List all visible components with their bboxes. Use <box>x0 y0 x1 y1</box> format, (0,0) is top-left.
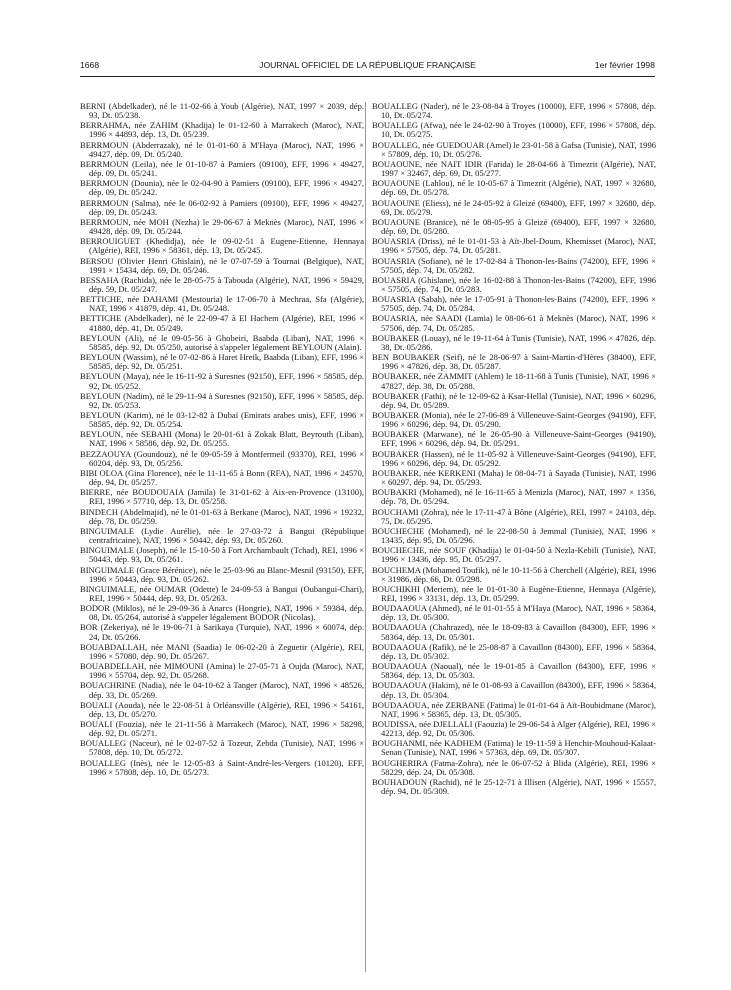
page-number: 1668 <box>80 60 100 70</box>
register-entry: BEYLOUN (Nadim), né le 29-11-94 à Suresnes (92150), EFF, 1996 × 58585, dép. 92, Dt. 05/253. <box>80 390 364 410</box>
register-entry: BEZZAOUYA (Goundouz), né le 09-05-59 à Montfermeil (93370), REI, 1996 × 60204, dép. 93, Dt. 05/256. <box>80 448 364 468</box>
register-entry: BOUCHIKHI (Meriem), née le 01-01-30 à Eugène-Etienne, Hennaya (Algérie), REI, 1996 × 33131, dép. 13, Dt. 05/299. <box>372 583 656 603</box>
register-entry: BODOR (Miklos), né le 29-09-36 à Anarcs (Hongrie), NAT, 1996 × 59384, dép. 08, Dt. 05/264, autorisé à s'appeler légalement BODOR (Nicolas). <box>80 603 364 623</box>
register-entry: BOUAOUNE (Lahlou), né le 10-05-67 à Timezrit (Algérie), NAT, 1997 × 32680, dép. 69, Dt. 05/278. <box>372 178 656 198</box>
register-entry: BOUASRIA (Sabah), née le 17-05-91 à Thonon-les-Bains (74200), EFF, 1996 × 57505, dép. 74, Dt. 05/284. <box>372 294 656 314</box>
register-entry: BINGUIMALE (Joseph), né le 15-10-50 à Fort Archambault (Tchad), REI, 1996 × 50443, dép. 93, Dt. 05/261. <box>80 545 364 565</box>
register-entry: BOUDAAOUA, née ZERBANE (Fatima) le 01-01-64 à Aït-Boubidmane (Maroc), NAT, 1996 × 58365, dép. 13, Dt. 05/305. <box>372 699 656 719</box>
journal-title: JOURNAL OFFICIEL DE LA RÉPUBLIQUE FRANÇAISE <box>259 60 476 70</box>
register-entry: BERRMOUN (Leila), née le 01-10-87 à Pamiers (09100), EFF, 1996 × 49427, dép. 09, Dt. 05/241. <box>80 158 364 179</box>
register-entry: BERRMOUN (Salma), née le 06-02-92 à Pamiers (09100), EFF, 1996 × 49427, dép. 09, Dt. 05/243. <box>80 197 364 217</box>
column-divider <box>365 102 366 972</box>
register-entry: BINGUIMALE, née OUMAR (Odette) le 24-09-53 à Bangui (Oubangui-Chari), REI, 1996 × 50444, dép. 93, Dt. 05/263. <box>80 583 364 603</box>
register-entry: BOUDAAOUA (Ahmed), né le 01-01-55 à M'Haya (Maroc), NAT, 1996 × 58364, dép. 13, Dt. 05/300. <box>372 603 656 623</box>
register-entry: BOUBAKER, née KERKENI (Maha) le 08-04-71 à Sayada (Tunisie), NAT, 1996 × 60297, dép. 94, Dt. 05/293. <box>372 467 656 488</box>
register-entry: BEYLOUN (Maya), née le 16-11-92 à Suresnes (92150), EFF, 1996 × 58585, dép. 92, Dt. 05/252. <box>80 371 364 391</box>
register-entry: BINGUIMALE (Grace Bérénice), née le 25-03-96 au Blanc-Mesnil (93150), EFF, 1996 × 50443, dép. 93, Dt. 05/262. <box>80 564 364 584</box>
register-entry: BOUBAKER (Louay), né le 19-11-64 à Tunis (Tunisie), NAT, 1996 × 47826, dép. 38, Dt. 05/286. <box>372 332 656 352</box>
register-entry: BEYLOUN, née SEBAHI (Mona) le 20-01-61 à Zokak Blatt, Beyrouth (Liban), NAT, 1996 × 58586, dép. 92, Dt. 05/255. <box>80 429 364 449</box>
register-entry: BOUAOUNE, née NAIT IDIR (Farida) le 28-04-66 à Timezrit (Algérie), NAT, 1997 × 32467, dép. 69, Dt. 05/277. <box>372 158 656 179</box>
register-entry: BOUCHECHE, née SOUF (Khadija) le 01-04-50 à Nezla-Kebili (Tunisie), NAT, 1996 × 13436, dép. 95, Dt. 05/297. <box>372 545 656 565</box>
register-entry: BETTICHE, née DAHAMI (Mestouria) le 17-06-70 à Mechraa, Sfa (Algérie), NAT, 1996 × 41879, dép. 41, Dt. 05/248. <box>80 294 364 314</box>
issue-date: 1er février 1998 <box>594 60 655 70</box>
register-entry: BOUDISSA, née DJELLALI (Faouzia) le 29-06-54 à Alger (Algérie), REI, 1996 × 42213, dép. 92, Dt. 05/306. <box>372 719 656 739</box>
register-entry: BERSOU (Olivier Henri Ghislain), né le 07-07-59 à Tournai (Belgique), NAT, 1991 × 15434, dép. 69, Dt. 05/246. <box>80 255 364 275</box>
register-entry: BOUBAKRI (Mohamed), né le 16-11-65 à Menizla (Maroc), NAT, 1997 × 1356, dép. 78, Dt. 05/294. <box>372 487 656 507</box>
register-entry: BOR (Zekeriya), né le 19-06-71 à Sarikaya (Turquie), NAT, 1996 × 60074, dép. 24, Dt. 05/266. <box>80 622 364 642</box>
register-entry: BOUALLEG (Nader), né le 23-08-84 à Troyes (10000), EFF, 1996 × 57808, dép. 10, Dt. 05/274. <box>372 101 656 121</box>
register-entry: BERRMOUN (Dounia), née le 02-04-90 à Pamiers (09100), EFF, 1996 × 49427, dép. 09, Dt. 05/242. <box>80 178 364 198</box>
register-entry: BIERRE, née BOUDOUAIA (Jamila) le 31-01-62 à Aix-en-Provence (13100), REI, 1996 × 57710, dép. 13, Dt. 05/258. <box>80 487 364 507</box>
right-column <box>372 102 656 797</box>
register-entry: BOUDAAOUA (Hakim), né le 01-08-93 à Cavaillon (84300), EFF, 1996 × 58364, dép. 13, Dt. 05/304. <box>372 680 656 700</box>
register-entry: BOUASRIA (Sofiane), né le 17-02-84 à Thonon-les-Bains (74200), EFF, 1996 × 57505, dép. 74, Dt. 05/282. <box>372 255 656 275</box>
register-entry: BOUABDELLAH, née MIMOUNI (Amina) le 27-05-71 à Oujda (Maroc), NAT, 1996 × 55704, dép. 92, Dt. 05/268. <box>80 661 364 681</box>
register-entry: BOUALI (Aouda), née le 22-08-51 à Orléansville (Algérie), REI, 1996 × 54161, dép. 13, Dt. 05/270. <box>80 699 364 719</box>
header-rule <box>80 76 655 77</box>
register-entry: BEYLOUN (Wassim), né le 07-02-86 à Haret Hreik, Baabda (Liban), EFF, 1996 × 58585, dép. 92, Dt. 05/251. <box>80 352 364 372</box>
register-entry: BOUASRIA (Driss), né le 01-01-53 à Aït-Jbel-Doum, Khemisset (Maroc), NAT, 1996 × 57505, dép. 74, Dt. 05/281. <box>372 236 656 256</box>
register-entry: BOUGHERIRA (Fatma-Zohra), née le 06-07-52 à Blida (Algérie), REI, 1996 × 58229, dép. 24, Dt. 05/308. <box>372 757 656 777</box>
register-entry: BOUALI (Fouzia), née le 21-11-56 à Marrakech (Maroc), NAT, 1996 × 58298, dép. 92, Dt. 05/271. <box>80 719 364 739</box>
register-entry: BOUASRIA, née SAADI (Lamia) le 08-06-61 à Meknès (Maroc), NAT, 1996 × 57506, dép. 74, Dt. 05/285. <box>372 313 656 333</box>
register-entry: BOUBAKER (Marwane), né le 26-05-90 à Villeneuve-Saint-Georges (94190), EFF, 1996 × 60296, dép. 94, Dt. 05/291. <box>372 429 656 449</box>
register-entry: BOUCHECHE (Mohamed), né le 22-08-50 à Jemmal (Tunisie), NAT, 1996 × 13435, dép. 95, Dt. 05/296. <box>372 525 656 546</box>
register-entry: BESSAHA (Rachida), née le 28-05-75 à Tabouda (Algérie), NAT, 1996 × 59429, dép. 59, Dt. 05/247. <box>80 274 364 294</box>
page-header <box>80 60 655 74</box>
register-entry: BOUABDALLAH, née MANI (Saadia) le 06-02-20 à Zeguetir (Algérie), REI, 1996 × 57080, dép. 90, Dt. 05/267. <box>80 641 364 661</box>
register-entry: BINDECH (Abdelmajid), né le 01-01-63 à Berkane (Maroc), NAT, 1996 × 19232, dép. 78, Dt. 05/259. <box>80 506 364 526</box>
register-entry: BEN BOUBAKER (Seif), né le 28-06-97 à Saint-Martin-d'Hères (38400), EFF, 1996 × 47826, dép. 38, Dt. 05/287. <box>372 352 656 372</box>
register-entry: BOUASRIA (Ghislane), née le 16-02-88 à Thonon-les-Bains (74200), EFF, 1996 × 57505, dép. 74, Dt. 05/283. <box>372 274 656 294</box>
register-entry: BERRMOUN (Abderrazak), né le 01-01-60 à M'Haya (Maroc), NAT, 1996 × 49427, dép. 09, Dt. 05/240. <box>80 139 364 159</box>
register-entry: BOUCHEMA (Mohamed Toufik), né le 10-11-56 à Cherchell (Algérie), REI, 1996 × 31986, dép. 66, Dt. 05/298. <box>372 564 656 584</box>
register-entry: BOUCHAMI (Zohra), née le 17-11-47 à Bône (Algérie), REI, 1997 × 24103, dép. 75, Dt. 05/295. <box>372 506 656 526</box>
register-entry: BOUAOUNE (Eliess), né le 24-05-92 à Gleizé (69400), EFF, 1997 × 32680, dép. 69, Dt. 05/279. <box>372 197 656 217</box>
register-entry: BOUBAKER (Monia), née le 27-06-89 à Villeneuve-Saint-Georges (94190), EFF, 1996 × 60296, dép. 94, Dt. 05/290. <box>372 410 656 430</box>
register-entry: BEYLOUN (Ali), né le 09-05-56 à Ghobeiri, Baabda (Liban), NAT, 1996 × 58585, dép. 92, Dt. 05/250, autorisé à s'appeler légalement BEYLOUN (Alain). <box>80 332 364 352</box>
register-entry: BOUACHRINE (Nadia), née le 04-10-62 à Tanger (Maroc), NAT, 1996 × 48526, dép. 33, Dt. 05/269. <box>80 680 364 700</box>
register-entry: BERRMOUN, née MOH (Nezha) le 29-06-67 à Meknès (Maroc), NAT, 1996 × 49428, dép. 09, Dt. 05/244. <box>80 216 364 237</box>
register-entry: BOUALLEG (Afwa), née le 24-02-90 à Troyes (10000), EFF, 1996 × 57808, dép. 10, Dt. 05/275. <box>372 120 656 140</box>
register-entry: BERNI (Abdelkader), né le 11-02-66 à Youb (Algérie), NAT, 1997 × 2039, dép. 93, Dt. 05/238. <box>80 101 364 121</box>
register-entry: BOUBAKER, née ZAMMIT (Ahlem) le 18-11-68 à Tunis (Tunisie), NAT, 1996 × 47827, dép. 38, Dt. 05/288. <box>372 371 656 391</box>
register-entry: BOUDAAOUA (Naoual), née le 19-01-85 à Cavaillon (84300), EFF, 1996 × 58364, dép. 13, Dt. 05/303. <box>372 661 656 681</box>
register-entry: BOUALLEG, née GUEDOUAR (Amel) le 23-01-58 à Gafsa (Tunisie), NAT, 1996 × 57809, dép. 10, Dt. 05/276. <box>372 139 656 159</box>
register-entry: BERRAHMA, née ZAHIM (Khadija) le 01-12-60 à Marrakech (Maroc), NAT, 1996 × 44893, dép. 13, Dt. 05/239. <box>80 120 364 140</box>
register-entry: BOUBAKER (Hassen), né le 11-05-92 à Villeneuve-Saint-Georges (94190), EFF, 1996 × 60296, dép. 94, Dt. 05/292. <box>372 448 656 468</box>
register-entry: BOUHADOUN (Rachid), né le 25-12-71 à Illisen (Algérie), NAT, 1996 × 15557, dép. 94, Dt. 05/309. <box>372 776 656 797</box>
register-entry: BETTICHE (Abdelkader), né le 22-09-47 à El Hachem (Algérie), REI, 1996 × 41880, dép. 41, Dt. 05/249. <box>80 313 364 333</box>
register-entry: BEYLOUN (Karim), né le 03-12-82 à Dubaï (Emirats arabes unis), EFF, 1996 × 58585, dép. 92, Dt. 05/254. <box>80 410 364 430</box>
register-entry: BIBI OLOA (Gina Florence), née le 11-11-65 à Bonn (RFA), NAT, 1996 × 24570, dép. 94, Dt. 05/257. <box>80 467 364 488</box>
register-entry: BOUDAAOUA (Rafik), né le 25-08-87 à Cavaillon (84300), EFF, 1996 × 58364, dép. 13, Dt. 05/302. <box>372 641 656 661</box>
register-entry: BOUGHANMI, née KADHEM (Fatima) le 19-11-59 à Henchir-Mouhoud-Kalaat-Senan (Tunisie), NAT, 1996 × 57363, dép. 69, Dt. 05/307. <box>372 738 656 758</box>
register-entry: BOUBAKER (Fathi), né le 12-09-62 à Ksar-Hellal (Tunisie), NAT, 1996 × 60296, dép. 94, Dt. 05/289. <box>372 390 656 410</box>
left-column <box>80 102 364 778</box>
register-entry: BOUDAAOUA (Chahrazed), née le 18-09-83 à Cavaillon (84300), EFF, 1996 × 58364, dép. 13, Dt. 05/301. <box>372 622 656 642</box>
register-entry: BOUAOUNE (Branice), né le 08-05-95 à Gleizé (69400), EFF, 1997 × 32680, dép. 69, Dt. 05/280. <box>372 216 656 237</box>
register-entry: BOUALLEG (Naceur), né le 02-07-52 à Tozeur, Zebda (Tunisie), NAT, 1996 × 57808, dép. 10, Dt. 05/272. <box>80 738 364 758</box>
register-entry: BOUALLEG (Inès), née le 12-05-83 à Saint-André-les-Vergers (10120), EFF, 1996 × 57808, dép. 10, Dt. 05/273. <box>80 757 364 777</box>
register-entry: BINGUIMALE (Lydie Aurélie), née le 27-03-72 à Bangui (République centrafricaine), NAT, 1996 × 50442, dép. 93, Dt. 05/260. <box>80 525 364 546</box>
register-entry: BERROUIGUET (Khedidja), née le 09-02-51 à Eugene-Etienne, Hennaya (Algérie), REI, 1996 × 58361, dép. 13, Dt. 05/245. <box>80 236 364 256</box>
